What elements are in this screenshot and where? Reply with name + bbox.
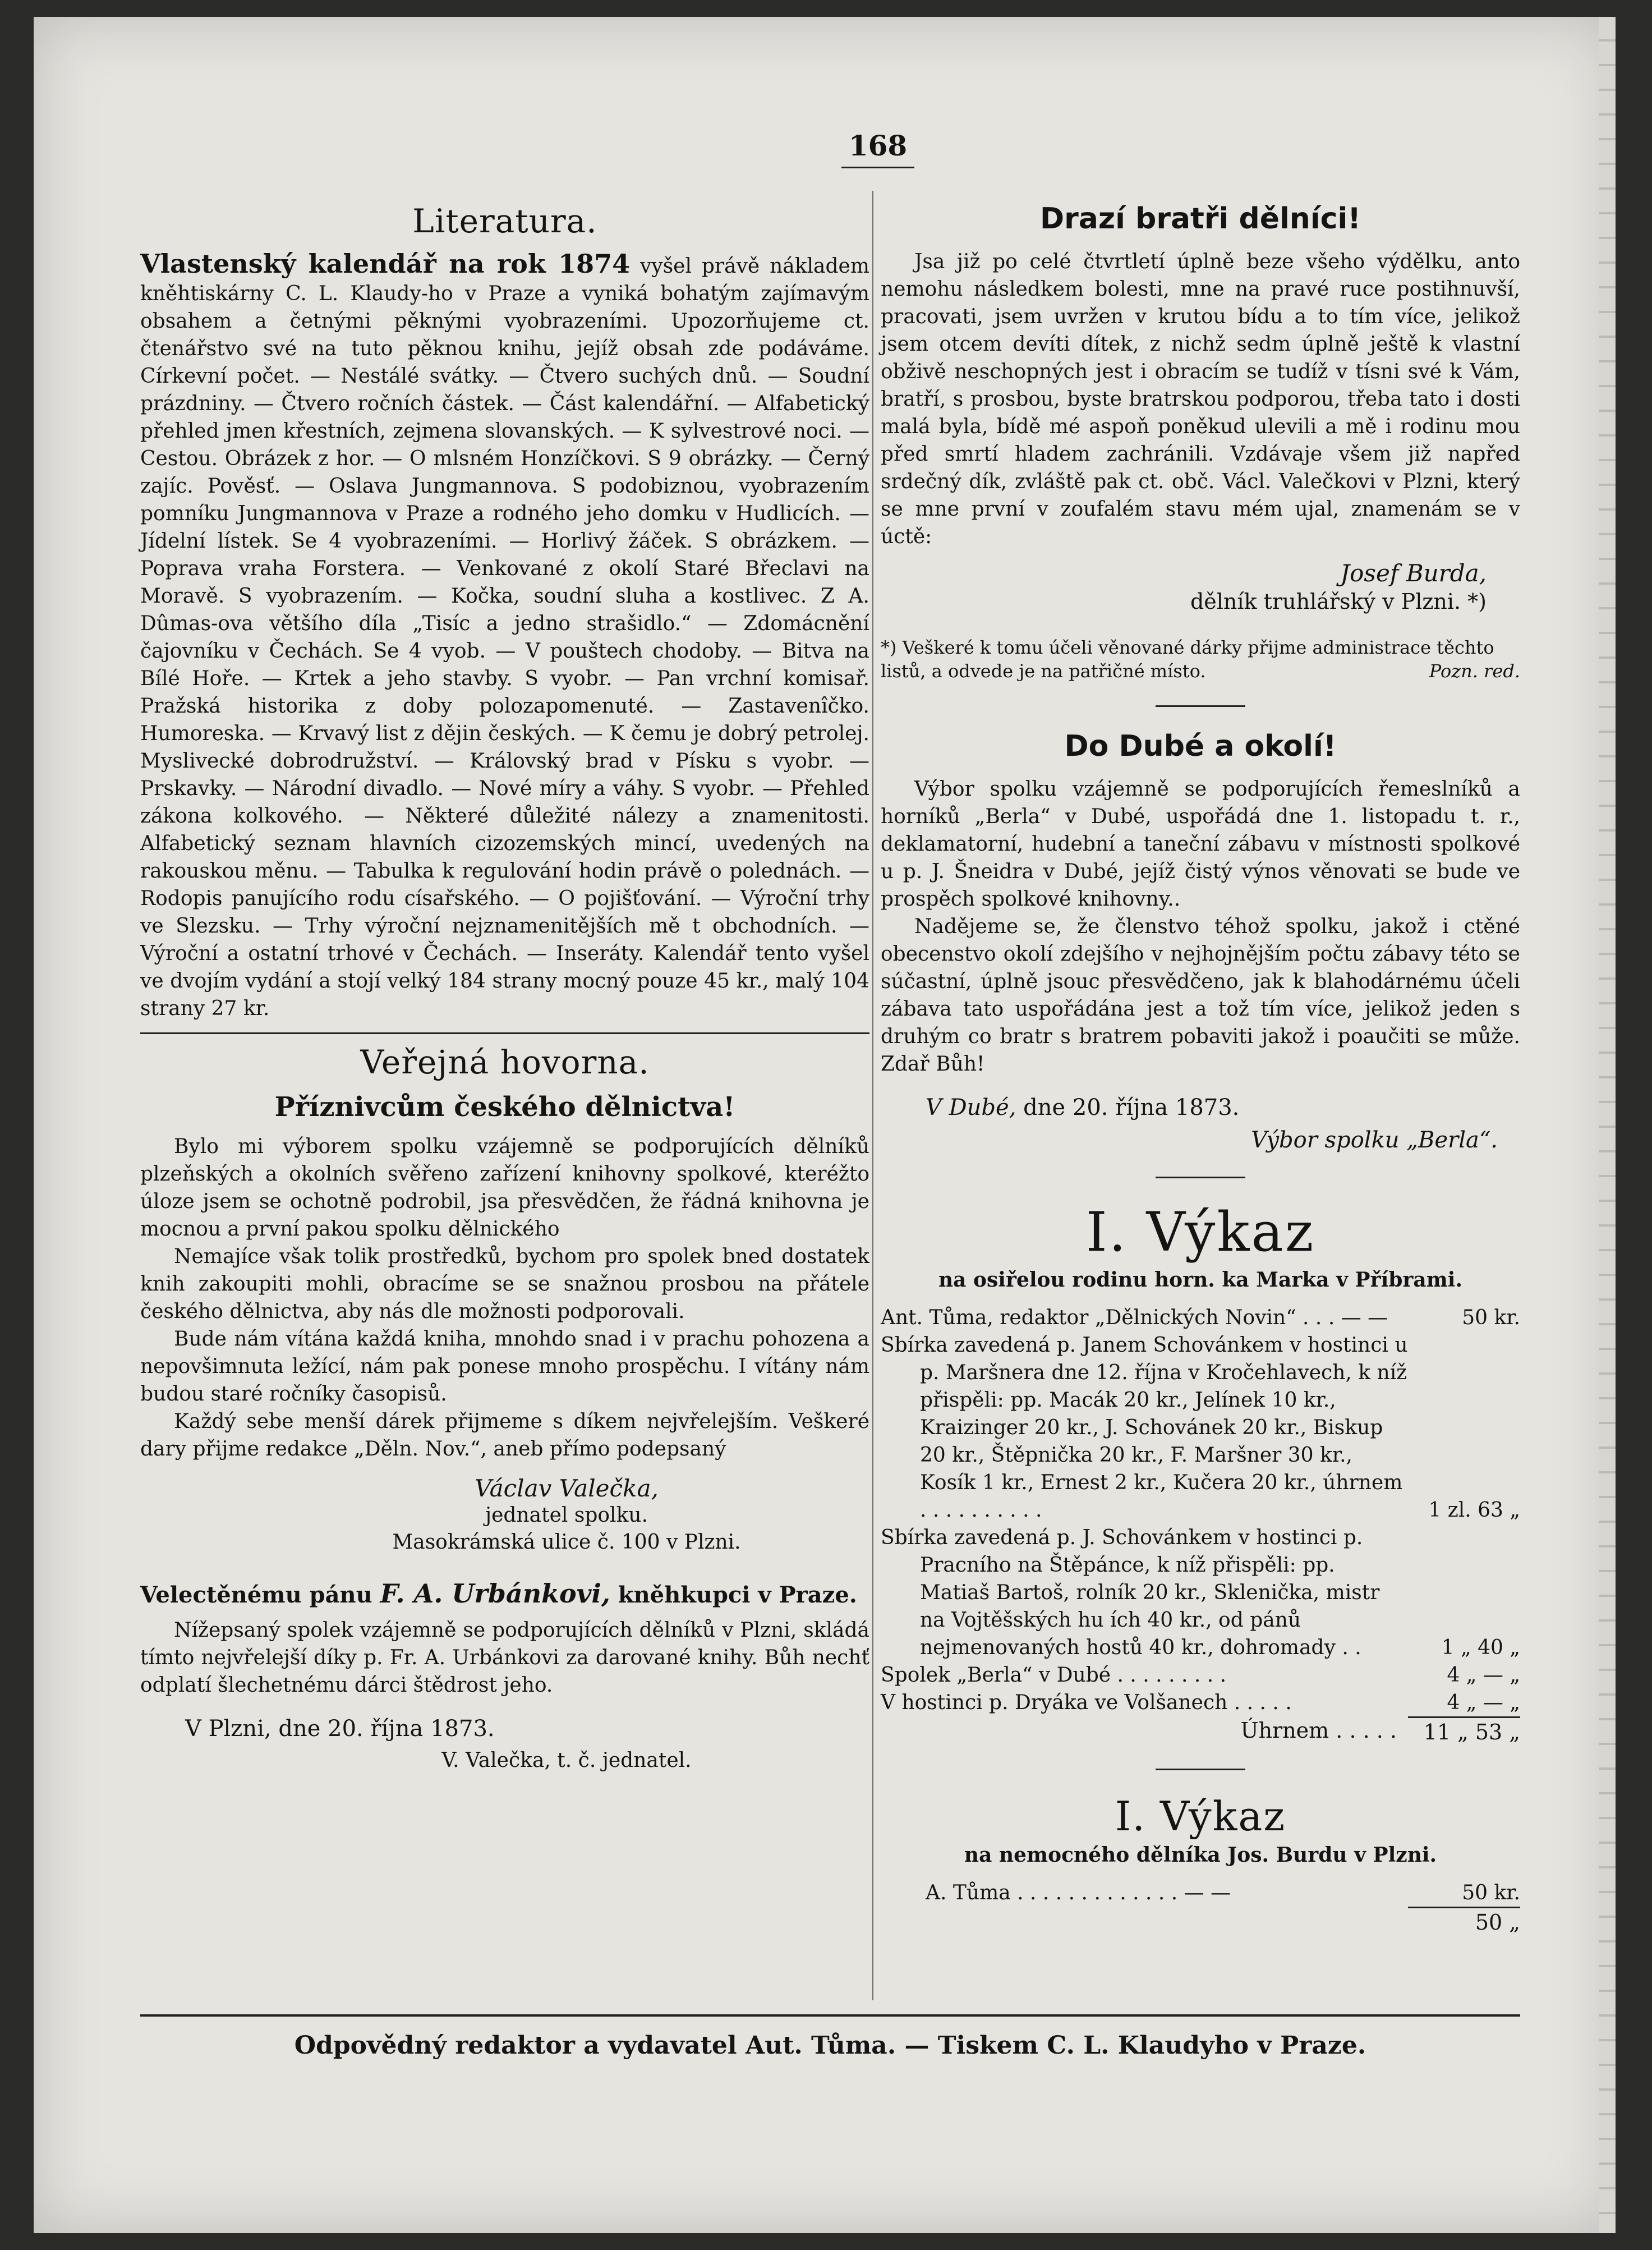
urbankovi-section <box>140 1578 869 1774</box>
do-dube-paragraph: Nadějeme se, že členstvo téhož spolku, jakož i ctěné obecenstvo okolí zdejšího v nejhojnějším počtu zábavy této se súčastní, úplně jsouc přesvědčeno, jak k blahodárnému účeli zábava tato uspořádána jest a tož tím více, jelikož jeden s druhým co bratr s bratrem pobaviti jakož i poaučiti se může. Zdař Bůh! <box>881 915 1520 1076</box>
total-amount: 11 „ 53 „ <box>1408 1716 1520 1746</box>
urbankovi-body: Nížepsaný spolek vzájemně se podporujících dělníků v Plzni, skládá tímto nejvřelejší díky p. Fr. A. Urbánkovi za darované knihy. Bůh nechť odplatí šlechetnému dárci štědrost jeho. <box>140 1619 869 1697</box>
vykaz-entry <box>881 1304 1520 1331</box>
entry-amount: 1 zl. 63 „ <box>1428 1499 1520 1522</box>
valecka-address: Masokrámská ulice č. 100 v Plzni. <box>392 1531 741 1554</box>
hovorna-paragraph: Každý sebe menší dárek přijmeme s díkem nejvřelejším. Veškeré dary přijme redakce „Děln. Nov.“, aneb přímo podepsaný <box>140 1410 869 1461</box>
vykaz2-section <box>881 1793 1520 1936</box>
do-dube-section <box>881 729 1520 1154</box>
entry-amount: 50 kr. <box>1462 1306 1520 1329</box>
urbankovi-date: V Plzni, dne 20. října 1873. <box>185 1716 495 1742</box>
footnote-sign: Pozn. red. <box>1429 660 1520 682</box>
burda-signature: Josef Burda, <box>1340 559 1487 587</box>
verejna-hovorna-title: Veřejná hovorna. <box>360 1043 650 1081</box>
drazi-bratri-title: Drazí bratři dělníci! <box>1040 202 1361 236</box>
right-column <box>881 196 1520 1936</box>
salutation-name: F. A. Urbánkovi, <box>380 1578 610 1609</box>
entry-desc: Spolek „Berla“ v Dubé . . . . . . . . . <box>881 1664 1227 1687</box>
vykaz-entry <box>881 1524 1520 1661</box>
valecka-signature: Václav Valečka, <box>475 1475 659 1502</box>
vykaz-entry <box>881 1879 1520 1907</box>
entry-desc: Sbírka zavedená p. Janem Schovánkem v hostinci u p. Maršnera dne 12. října v Kročehlavech, k níž přispěli: pp. Macák 20 kr., Jelínek 10 kr., Kraizinger 20 kr., J. Schovánek 20 kr., Biskup 20 kr., Štěpnička 20 kr., F. Maršner 30 kr., Kosík 1 kr., Ernest 2 kr., Kučera 20 kr., úhrnem . . . . . . . . . . <box>881 1334 1408 1522</box>
vykaz-entry <box>881 1661 1520 1689</box>
hovorna-paragraph: Nemajíce však tolik prostředků, bychom pro spolek bned dostatek knih zakoupiti mohli, obracíme se se snažnou prosbou na přátele českého dělnictva, aby nás dle možnosti podporovali. <box>140 1245 869 1323</box>
vykaz2-title: I. Výkaz <box>1115 1793 1286 1840</box>
do-dube-paragraph: Výbor spolku vzájemně se podporujících řemeslníků a horníků „Berla“ v Dubé, uspořádá dne 1. listopadu t. r., deklamatorní, hudební a taneční zábavu v místnosti spolkové u p. J. Šneidra v Dubé, jejíž čistý výnos věnovati se bude ve prospěch spolkové knihovny.. <box>881 778 1520 911</box>
entry-desc: A. Tůma . . . . . . . . . . . . . — — <box>926 1881 1231 1904</box>
vykaz2-total <box>881 1907 1520 1936</box>
section-rule <box>1156 1177 1245 1178</box>
verejna-hovorna-section <box>140 1043 869 1556</box>
hovorna-paragraph: Bylo mi výborem spolku vzájemně se podporujících dělníků plzeňských a okolních svěřeno zařízení knihovny spolkové, kteréžto úloze jsem se ochotně podrobil, jsa přesvědčen, že řádná knihovna je mocnou a první pakou spolku dělnického <box>140 1135 869 1241</box>
salutation-suffix: kněhkupci v Praze. <box>618 1582 857 1608</box>
drazi-bratri-body: Jsa již po celé čtvrtletí úplně beze všeho výdělku, anto nemohu následkem bolesti, mne na pravé ruce postihnuvší, pracovati, jsem uvržen v krutou bídu a to tím více, jelikož jsem otcem devíti dítek, z nichž sedm úplně ještě k vlastní obživě neschopných jest i obracím se tudíž v tísni své k Vám, bratří, s prosbou, byste bratrskou podporou, třeba tato i dosti malá byla, bídě mé aspoň poněkud ulevili a mě i rodinu mou před smrtí hladem zachránili. Vzdávaje všem již napřed srdečný dík, zvláště pak ct. obč. Václ. Valečkovi v Plzni, který se mne první v zoufalém stavu mém ujal, znamenám se v úctě: <box>881 250 1520 548</box>
vykaz1-title: I. Výkaz <box>1085 1201 1315 1264</box>
urbankovi-signature: V. Valečka, t. č. jednatel. <box>441 1749 692 1772</box>
vykaz-entry <box>881 1689 1520 1716</box>
total-amount: 50 „ <box>1408 1907 1520 1936</box>
section-rule <box>1156 705 1245 707</box>
newspaper-page <box>34 17 1616 2233</box>
column-divider <box>872 191 873 2000</box>
do-dube-title: Do Dubé a okolí! <box>1064 729 1337 763</box>
hovorna-paragraph: Bude nám vítána každá kniha, mnohdo snad i v prachu pohozena a nepovšimnuta ležící, nám pak ponese mnoho prospěchu. I vítány nám budou staré ročníky časopisů. <box>140 1328 869 1406</box>
left-column <box>140 196 869 1774</box>
literatura-section <box>140 202 869 1022</box>
page-footer: Odpovědný redaktor a vydavatel Aut. Tůma. — Tiskem C. L. Klaudyho v Praze. <box>140 2014 1520 2060</box>
vykaz1-section <box>881 1201 1520 1746</box>
section-rule <box>140 1032 869 1034</box>
vykaz1-total <box>881 1716 1520 1746</box>
drazi-bratri-section <box>881 202 1520 683</box>
total-label: Úhrnem . . . . . <box>1240 1718 1397 1743</box>
page-number: 168 <box>841 129 914 168</box>
section-rule <box>1156 1769 1245 1770</box>
entry-amount: 50 kr. <box>1462 1881 1520 1904</box>
vykaz1-caption: na osiřelou rodinu horn. ka Marka v Příbrami. <box>938 1268 1463 1292</box>
entry-desc: Sbírka zavedená p. J. Schovánkem v hostinci p. Pracního na Štěpánce, k níž přispěli: pp. Matiaš Bartoš, rolník 20 kr., Sklenička, mistr na Vojtěšských hu ích 40 kr., od pánů nejmenovaných hostů 40 kr., dohromady . . <box>881 1526 1380 1659</box>
berla-signature: Výbor spolku „Berla“. <box>1251 1127 1498 1153</box>
salutation-prefix: Velectěnému pánu <box>140 1582 372 1608</box>
entry-amount: 4 „ — „ <box>1447 1691 1520 1714</box>
dube-date-place: V Dubé, <box>926 1095 1016 1121</box>
entry-desc: V hostinci p. Dryáka ve Volšanech . . . . . <box>881 1691 1292 1714</box>
vykaz-entry <box>881 1331 1520 1524</box>
kalendar-lead: Vlastenský kalendář na rok 1874 <box>140 249 631 279</box>
literatura-body: vyšel právě nákladem kněhtiskárny C. L. Klaudy-ho v Praze a vyniká bohatým zajímavým obsahem a četnými pěknými vyobrazeními. Upozorňujeme ct. čtenářstvo své na tuto pěknou knihu, jejíž obsah zde podáváme. Církevní počet. — Nestálé svátky. — Čtvero suchých dnů. — Soudní prázdniny. — Čtvero ročních částek. — Část kalendářní. — Alfabetický přehled jmen křestních, zejmena slovanských. — K sylvestrové noci. — Cestou. Obrázek z hor. — O mlsném Honzíčkovi. S 9 obrázky. — Černý zajíc. Pověsť. — Oslava Jungmannova. S podobiznou, vyobrazením pomníku Jungmannova v Praze a rodného jeho domku v Hudlicích. — Jídelní lístek. Se 4 vyobrazeními. — Horlivý žáček. S obrázkem. — Poprava vraha Forstera. — Venkované z okolí Staré Břeclavi na Moravě. S vyobrazením. — Kočka, soudní sluha a kostlivec. Z A. Dûmas-ova většího díla „Tisíc a jedno strašidlo.“ — Zdomácnění čajovníku v Čechách. Se 4 vyob. — V pouštech chodoby. — Bitva na Bílé Hoře. — Krtek a jeho stavby. S vyobr. — Pan vrchní komisař. Pražská historika z doby polozapomenuté. — Zastavenîčko. Humoreska. — Krvavý list z dějin českých. — K čemu je dobrý petrolej. Myslivecké dobrodružství. — Královský brad v Písku s vyobr. — Prskavky. — Národní divadlo. — Nové míry a váhy. S vyobr. — Přehled zákona kolkového. — Některé důležité nálezy a znamenitosti. Alfabetický seznam hlavních cizozemských mincí, uvedených na rakouskou měnu. — Tabulka k regulování hodin právě o polednách. — Rodopis panujícího rodu císařského. — O pojišťování. — Výroční trhy ve Slezsku. — Trhy výroční nejznamenitějších mě t obchodních. — Výroční a ostatní trhové v Čechách. — Inseráty. Kalendář tento vyšel ve dvojím vydání a stojí velký 184 strany mocný pouze 45 kr., malý 104 strany 27 kr. <box>140 255 869 1020</box>
literatura-title: Literatura. <box>412 202 597 240</box>
dube-date: dne 20. října 1873. <box>1023 1095 1240 1121</box>
entry-amount: 4 „ — „ <box>1447 1664 1520 1687</box>
page-edge <box>1599 17 1616 2233</box>
footnote-text: *) Veškeré k tomu účeli věnované dárky přijme administrace těchto listů, a odvede je na patřičné místo. <box>881 637 1494 682</box>
vykaz2-caption: na nemocného dělníka Jos. Burdu v Plzni. <box>964 1843 1437 1867</box>
entry-amount: 1 „ 40 „ <box>1441 1636 1520 1659</box>
entry-desc: Ant. Tůma, redaktor „Dělnických Novin“ . . . — — <box>881 1306 1388 1329</box>
footnote <box>881 636 1520 683</box>
priznivcum-subtitle: Příznivcům českého dělnictva! <box>274 1091 735 1123</box>
valecka-role: jednatel spolku. <box>485 1504 648 1527</box>
burda-role: dělník truhlářský v Plzni. *) <box>1190 589 1487 614</box>
